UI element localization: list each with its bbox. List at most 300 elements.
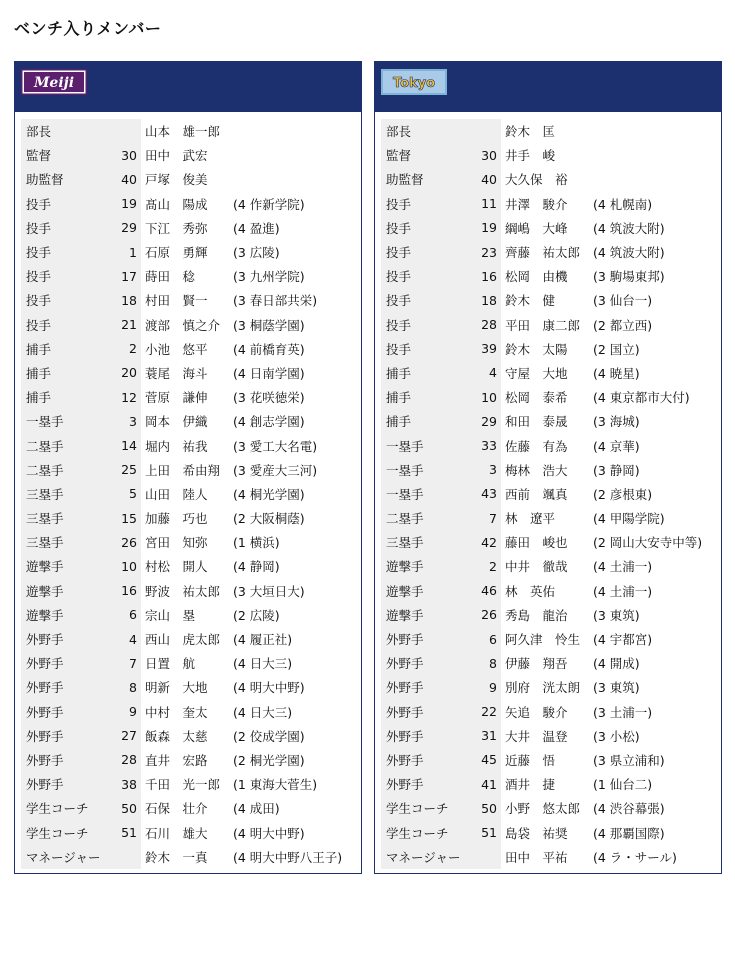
member-number: 25 — [113, 458, 141, 482]
member-grade-school: (4 筑波大附) — [593, 220, 665, 236]
member-name: 別府 洸太朗 — [505, 680, 581, 696]
member-name: 平田 康二郎 — [505, 317, 581, 333]
member-row — [381, 772, 715, 796]
member-grade-school: (3 花咲徳栄) — [233, 390, 305, 406]
member-number: 3 — [473, 458, 501, 482]
member-position: 助監督 — [381, 167, 473, 191]
member-position: 外野手 — [21, 675, 113, 699]
member-name: 島袋 祐奨 — [505, 825, 568, 841]
member-grade-school: (3 春日部共栄) — [233, 293, 318, 309]
member-row — [381, 458, 715, 482]
member-name: 中井 徹哉 — [505, 559, 568, 575]
member-grade-school: (3 海城) — [593, 414, 640, 430]
member-position: 投手 — [21, 313, 113, 337]
member-position: 投手 — [21, 240, 113, 264]
member-name: 堀内 祐我 — [145, 438, 208, 454]
member-number: 7 — [113, 651, 141, 675]
member-name: 梅林 浩大 — [505, 462, 568, 478]
member-number: 19 — [473, 216, 501, 240]
member-row — [381, 724, 715, 748]
member-row — [381, 748, 715, 772]
member-grade-school: (4 作新学院) — [233, 196, 305, 212]
member-position: 一塁手 — [381, 458, 473, 482]
member-number: 15 — [113, 506, 141, 530]
member-position: 部長 — [21, 119, 113, 143]
member-position: 監督 — [21, 143, 113, 167]
member-grade-school: (4 京華) — [593, 438, 640, 454]
member-number: 27 — [113, 724, 141, 748]
member-row — [21, 458, 355, 482]
member-grade-school: (4 札幌南) — [593, 196, 653, 212]
member-name: 石原 勇輝 — [145, 245, 208, 261]
member-number: 11 — [473, 192, 501, 216]
member-position: 三塁手 — [21, 506, 113, 530]
member-position: 投手 — [21, 192, 113, 216]
member-name: 下江 秀弥 — [145, 220, 208, 236]
member-position: マネージャー — [381, 845, 473, 869]
member-row — [21, 216, 355, 240]
member-row — [21, 167, 355, 191]
member-grade-school: (4 那覇国際) — [593, 825, 665, 841]
member-number: 51 — [113, 820, 141, 844]
member-name: 村田 賢一 — [145, 293, 208, 309]
member-name: 田中 武宏 — [145, 148, 208, 164]
member-name: 伊藤 翔吾 — [505, 656, 568, 672]
member-row — [21, 264, 355, 288]
member-position: 投手 — [21, 216, 113, 240]
member-name: 西前 颯真 — [505, 486, 568, 502]
member-name: 松岡 泰希 — [505, 390, 568, 406]
member-name: 明新 大地 — [145, 680, 208, 696]
member-grade-school — [591, 143, 715, 167]
member-position: 一塁手 — [381, 482, 473, 506]
member-row — [381, 700, 715, 724]
member-name: 林 遼平 — [505, 511, 556, 527]
member-name: 野波 祐太郎 — [145, 583, 221, 599]
member-name: 綱嶋 大峰 — [505, 220, 568, 236]
member-row — [381, 675, 715, 699]
member-name: 戸塚 俊美 — [145, 172, 208, 188]
member-row — [381, 482, 715, 506]
member-row — [21, 482, 355, 506]
member-position: 外野手 — [21, 772, 113, 796]
member-name: 鈴木 健 — [505, 293, 556, 309]
member-position: 学生コーチ — [381, 796, 473, 820]
member-grade-school: (4 渋谷幕張) — [593, 801, 665, 817]
member-grade-school: (3 愛工大名電) — [233, 438, 318, 454]
member-number: 42 — [473, 530, 501, 554]
member-row — [21, 724, 355, 748]
member-row — [381, 288, 715, 312]
member-number: 45 — [473, 748, 501, 772]
member-position: 遊撃手 — [21, 579, 113, 603]
member-row — [381, 409, 715, 433]
member-grade-school: (4 盈進) — [233, 220, 280, 236]
meiji-logo-text: Meiji — [33, 75, 75, 91]
meiji-roster-panel — [14, 61, 362, 874]
member-grade-school — [591, 167, 715, 191]
member-position: 投手 — [381, 337, 473, 361]
member-number: 21 — [113, 313, 141, 337]
member-grade-school: (4 宇都宮) — [593, 632, 653, 648]
member-grade-school: (3 駒場東邦) — [593, 269, 665, 285]
member-position: 捕手 — [381, 385, 473, 409]
member-row — [21, 603, 355, 627]
member-row — [381, 627, 715, 651]
member-position: 外野手 — [21, 724, 113, 748]
member-row — [21, 748, 355, 772]
tokyo-logo — [381, 69, 447, 95]
member-row — [381, 167, 715, 191]
member-name: 山本 雄一郎 — [145, 124, 221, 140]
member-number: 26 — [113, 530, 141, 554]
member-name: 石川 雄大 — [145, 825, 208, 841]
member-grade-school: (4 桐光学園) — [233, 486, 305, 502]
member-name: 上田 希由翔 — [145, 462, 221, 478]
tokyo-logo-text: Tokyo — [392, 76, 436, 91]
member-row — [381, 240, 715, 264]
member-grade-school: (4 土浦一) — [593, 559, 653, 575]
member-number: 1 — [113, 240, 141, 264]
member-position: 捕手 — [381, 361, 473, 385]
member-name: 田中 平祐 — [505, 849, 568, 865]
member-name: 渡部 慎之介 — [145, 317, 221, 333]
member-position: 遊撃手 — [21, 603, 113, 627]
member-position: 監督 — [381, 143, 473, 167]
member-grade-school: (3 小松) — [593, 728, 640, 744]
member-grade-school — [231, 119, 355, 143]
member-name: 菅原 謙伸 — [145, 390, 208, 406]
member-number: 16 — [473, 264, 501, 288]
member-number: 46 — [473, 579, 501, 603]
member-number: 26 — [473, 603, 501, 627]
meiji-logo — [21, 69, 87, 95]
member-grade-school: (4 暁星) — [593, 365, 640, 381]
member-grade-school: (1 横浜) — [233, 535, 280, 551]
member-number: 41 — [473, 772, 501, 796]
member-name: 松岡 由機 — [505, 269, 568, 285]
member-grade-school: (3 愛産大三河) — [233, 462, 318, 478]
member-position: 外野手 — [381, 748, 473, 772]
member-row — [381, 361, 715, 385]
member-number: 50 — [473, 796, 501, 820]
tokyo-roster-panel — [374, 61, 722, 874]
member-row — [21, 579, 355, 603]
member-row — [21, 700, 355, 724]
member-number: 9 — [113, 700, 141, 724]
member-row — [381, 433, 715, 457]
member-number — [473, 119, 501, 143]
member-grade-school: (4 筑波大附) — [593, 245, 665, 261]
member-row — [21, 796, 355, 820]
member-name: 大久保 裕 — [505, 172, 568, 188]
member-position: 外野手 — [381, 627, 473, 651]
member-position: 外野手 — [21, 627, 113, 651]
member-position: 一塁手 — [381, 433, 473, 457]
member-number: 12 — [113, 385, 141, 409]
member-grade-school: (2 桐光学園) — [233, 752, 305, 768]
member-row — [21, 772, 355, 796]
member-row — [381, 337, 715, 361]
member-row — [381, 143, 715, 167]
member-grade-school: (4 前橋育英) — [233, 341, 305, 357]
member-name: 山田 陸人 — [145, 486, 208, 502]
member-row — [21, 385, 355, 409]
member-grade-school — [591, 119, 715, 143]
member-row — [381, 313, 715, 337]
member-name: 鈴木 一真 — [145, 849, 208, 865]
member-number: 10 — [113, 554, 141, 578]
member-name: 鈴木 匡 — [505, 124, 556, 140]
member-number: 29 — [473, 409, 501, 433]
member-grade-school: (1 仙台二) — [593, 777, 653, 793]
member-grade-school: (4 日大三) — [233, 656, 293, 672]
member-grade-school: (4 開成) — [593, 656, 640, 672]
tokyo-member-list — [381, 119, 715, 869]
member-name: 矢追 駿介 — [505, 704, 568, 720]
member-name: 和田 泰晟 — [505, 414, 568, 430]
member-position: 投手 — [381, 264, 473, 288]
member-grade-school: (3 東筑) — [593, 607, 640, 623]
member-number: 4 — [113, 627, 141, 651]
member-position: 投手 — [21, 264, 113, 288]
member-number — [473, 845, 501, 869]
member-row — [21, 627, 355, 651]
member-grade-school: (3 東筑) — [593, 680, 640, 696]
member-position: 一塁手 — [21, 409, 113, 433]
member-number: 16 — [113, 579, 141, 603]
member-number: 31 — [473, 724, 501, 748]
member-row — [21, 675, 355, 699]
member-grade-school: (2 都立西) — [593, 317, 653, 333]
member-number: 30 — [113, 143, 141, 167]
member-position: 投手 — [381, 192, 473, 216]
member-row — [21, 361, 355, 385]
member-grade-school: (4 履正社) — [233, 632, 293, 648]
member-grade-school: (4 成田) — [233, 801, 280, 817]
member-number: 50 — [113, 796, 141, 820]
member-position: 捕手 — [21, 337, 113, 361]
member-name: 髙山 陽成 — [145, 196, 208, 212]
member-position: 遊撃手 — [381, 554, 473, 578]
member-position: 三塁手 — [21, 530, 113, 554]
member-name: 石保 壮介 — [145, 801, 208, 817]
member-position: 投手 — [381, 216, 473, 240]
member-row — [381, 796, 715, 820]
member-grade-school: (2 岡山大安寺中等) — [593, 535, 703, 551]
member-grade-school — [231, 167, 355, 191]
member-position: 外野手 — [381, 700, 473, 724]
member-number: 30 — [473, 143, 501, 167]
member-number: 19 — [113, 192, 141, 216]
member-name: 齊藤 祐太郎 — [505, 245, 581, 261]
member-position: 学生コーチ — [381, 820, 473, 844]
member-name: 加藤 巧也 — [145, 511, 208, 527]
member-row — [381, 385, 715, 409]
member-position: 遊撃手 — [381, 603, 473, 627]
member-number: 14 — [113, 433, 141, 457]
member-position: マネージャー — [21, 845, 113, 869]
member-row — [21, 240, 355, 264]
member-row — [21, 337, 355, 361]
member-number: 28 — [113, 748, 141, 772]
member-name: 小池 悠平 — [145, 341, 208, 357]
member-name: 千田 光一郎 — [145, 777, 221, 793]
member-position: 遊撃手 — [21, 554, 113, 578]
member-row — [381, 216, 715, 240]
member-name: 蒔田 稔 — [145, 269, 196, 285]
member-number: 3 — [113, 409, 141, 433]
member-position: 外野手 — [381, 675, 473, 699]
member-position: 二塁手 — [381, 506, 473, 530]
member-row — [21, 409, 355, 433]
member-row — [21, 313, 355, 337]
member-row — [381, 603, 715, 627]
member-grade-school: (4 ラ・サール) — [593, 849, 677, 865]
member-position: 投手 — [381, 288, 473, 312]
member-name: 阿久津 怜生 — [505, 632, 581, 648]
member-number: 39 — [473, 337, 501, 361]
member-name: 藤田 峻也 — [505, 535, 568, 551]
member-number: 8 — [113, 675, 141, 699]
member-row — [21, 192, 355, 216]
member-name: 西山 虎太郎 — [145, 632, 221, 648]
member-row — [381, 119, 715, 143]
member-position: 捕手 — [21, 361, 113, 385]
member-grade-school: (1 東海大菅生) — [233, 777, 318, 793]
member-name: 井手 峻 — [505, 148, 556, 164]
member-number: 20 — [113, 361, 141, 385]
member-row — [381, 192, 715, 216]
member-grade-school: (3 県立浦和) — [593, 752, 665, 768]
member-number: 6 — [473, 627, 501, 651]
member-number: 18 — [113, 288, 141, 312]
member-row — [381, 530, 715, 554]
member-position: 外野手 — [21, 748, 113, 772]
member-name: 宗山 塁 — [145, 607, 196, 623]
member-row — [381, 554, 715, 578]
page-title: ベンチ入りメンバー — [14, 19, 162, 38]
member-grade-school: (4 明大中野八王子) — [233, 849, 343, 865]
member-row — [21, 554, 355, 578]
member-grade-school: (3 九州学院) — [233, 269, 305, 285]
member-row — [381, 845, 715, 869]
member-grade-school: (4 明大中野) — [233, 825, 305, 841]
member-grade-school: (4 東京都市大付) — [593, 390, 690, 406]
member-row — [21, 119, 355, 143]
member-position: 二塁手 — [21, 458, 113, 482]
member-position: 投手 — [21, 288, 113, 312]
member-name: 井澤 駿介 — [505, 196, 568, 212]
member-position: 三塁手 — [381, 530, 473, 554]
member-grade-school: (4 創志学園) — [233, 414, 305, 430]
member-grade-school: (4 静岡) — [233, 559, 280, 575]
member-name: 村松 開人 — [145, 559, 208, 575]
member-grade-school: (3 土浦一) — [593, 704, 653, 720]
member-row — [21, 530, 355, 554]
member-grade-school — [231, 143, 355, 167]
member-position: 外野手 — [381, 651, 473, 675]
member-number: 8 — [473, 651, 501, 675]
member-grade-school: (2 佼成学園) — [233, 728, 305, 744]
member-grade-school: (3 広陵) — [233, 245, 280, 261]
member-number: 28 — [473, 313, 501, 337]
member-number: 5 — [113, 482, 141, 506]
member-position: 学生コーチ — [21, 796, 113, 820]
member-grade-school: (4 甲陽学院) — [593, 511, 665, 527]
member-position: 外野手 — [381, 772, 473, 796]
member-row — [21, 433, 355, 457]
member-number: 23 — [473, 240, 501, 264]
member-number — [113, 845, 141, 869]
member-grade-school: (2 大阪桐蔭) — [233, 511, 305, 527]
member-number: 2 — [113, 337, 141, 361]
member-row — [381, 579, 715, 603]
member-number: 17 — [113, 264, 141, 288]
member-number: 43 — [473, 482, 501, 506]
member-grade-school: (2 彦根東) — [593, 486, 653, 502]
member-row — [381, 264, 715, 288]
member-grade-school: (3 桐蔭学園) — [233, 317, 305, 333]
member-grade-school: (3 仙台一) — [593, 293, 653, 309]
member-row — [21, 506, 355, 530]
member-row — [381, 651, 715, 675]
member-name: 守屋 大地 — [505, 365, 568, 381]
member-name: 中村 奎太 — [145, 704, 208, 720]
member-row — [21, 820, 355, 844]
member-grade-school: (4 明大中野) — [233, 680, 305, 696]
meiji-member-list — [21, 119, 355, 869]
member-name: 飯森 太慈 — [145, 728, 208, 744]
member-position: 二塁手 — [21, 433, 113, 457]
member-position: 外野手 — [21, 700, 113, 724]
member-row — [21, 288, 355, 312]
member-number: 10 — [473, 385, 501, 409]
member-number: 18 — [473, 288, 501, 312]
member-position: 学生コーチ — [21, 820, 113, 844]
member-name: 大井 温登 — [505, 728, 568, 744]
meiji-panel-header — [15, 62, 361, 112]
member-number: 7 — [473, 506, 501, 530]
member-name: 蓑尾 海斗 — [145, 365, 208, 381]
member-row — [381, 820, 715, 844]
member-position: 投手 — [381, 313, 473, 337]
member-number: 38 — [113, 772, 141, 796]
member-row — [21, 651, 355, 675]
member-position: 助監督 — [21, 167, 113, 191]
member-position: 遊撃手 — [381, 579, 473, 603]
member-number: 33 — [473, 433, 501, 457]
member-grade-school: (4 日大三) — [233, 704, 293, 720]
member-position: 外野手 — [21, 651, 113, 675]
member-name: 酒井 捷 — [505, 777, 556, 793]
member-grade-school: (3 大垣日大) — [233, 583, 305, 599]
member-grade-school: (2 国立) — [593, 341, 640, 357]
member-number: 29 — [113, 216, 141, 240]
member-grade-school: (3 静岡) — [593, 462, 640, 478]
member-number — [113, 119, 141, 143]
member-row — [21, 845, 355, 869]
member-name: 佐藤 有為 — [505, 438, 568, 454]
member-name: 岡本 伊織 — [145, 414, 208, 430]
member-grade-school: (4 日南学園) — [233, 365, 305, 381]
member-grade-school: (4 土浦一) — [593, 583, 653, 599]
member-position: 捕手 — [381, 409, 473, 433]
member-number: 2 — [473, 554, 501, 578]
member-number: 4 — [473, 361, 501, 385]
member-number: 51 — [473, 820, 501, 844]
member-number: 40 — [473, 167, 501, 191]
